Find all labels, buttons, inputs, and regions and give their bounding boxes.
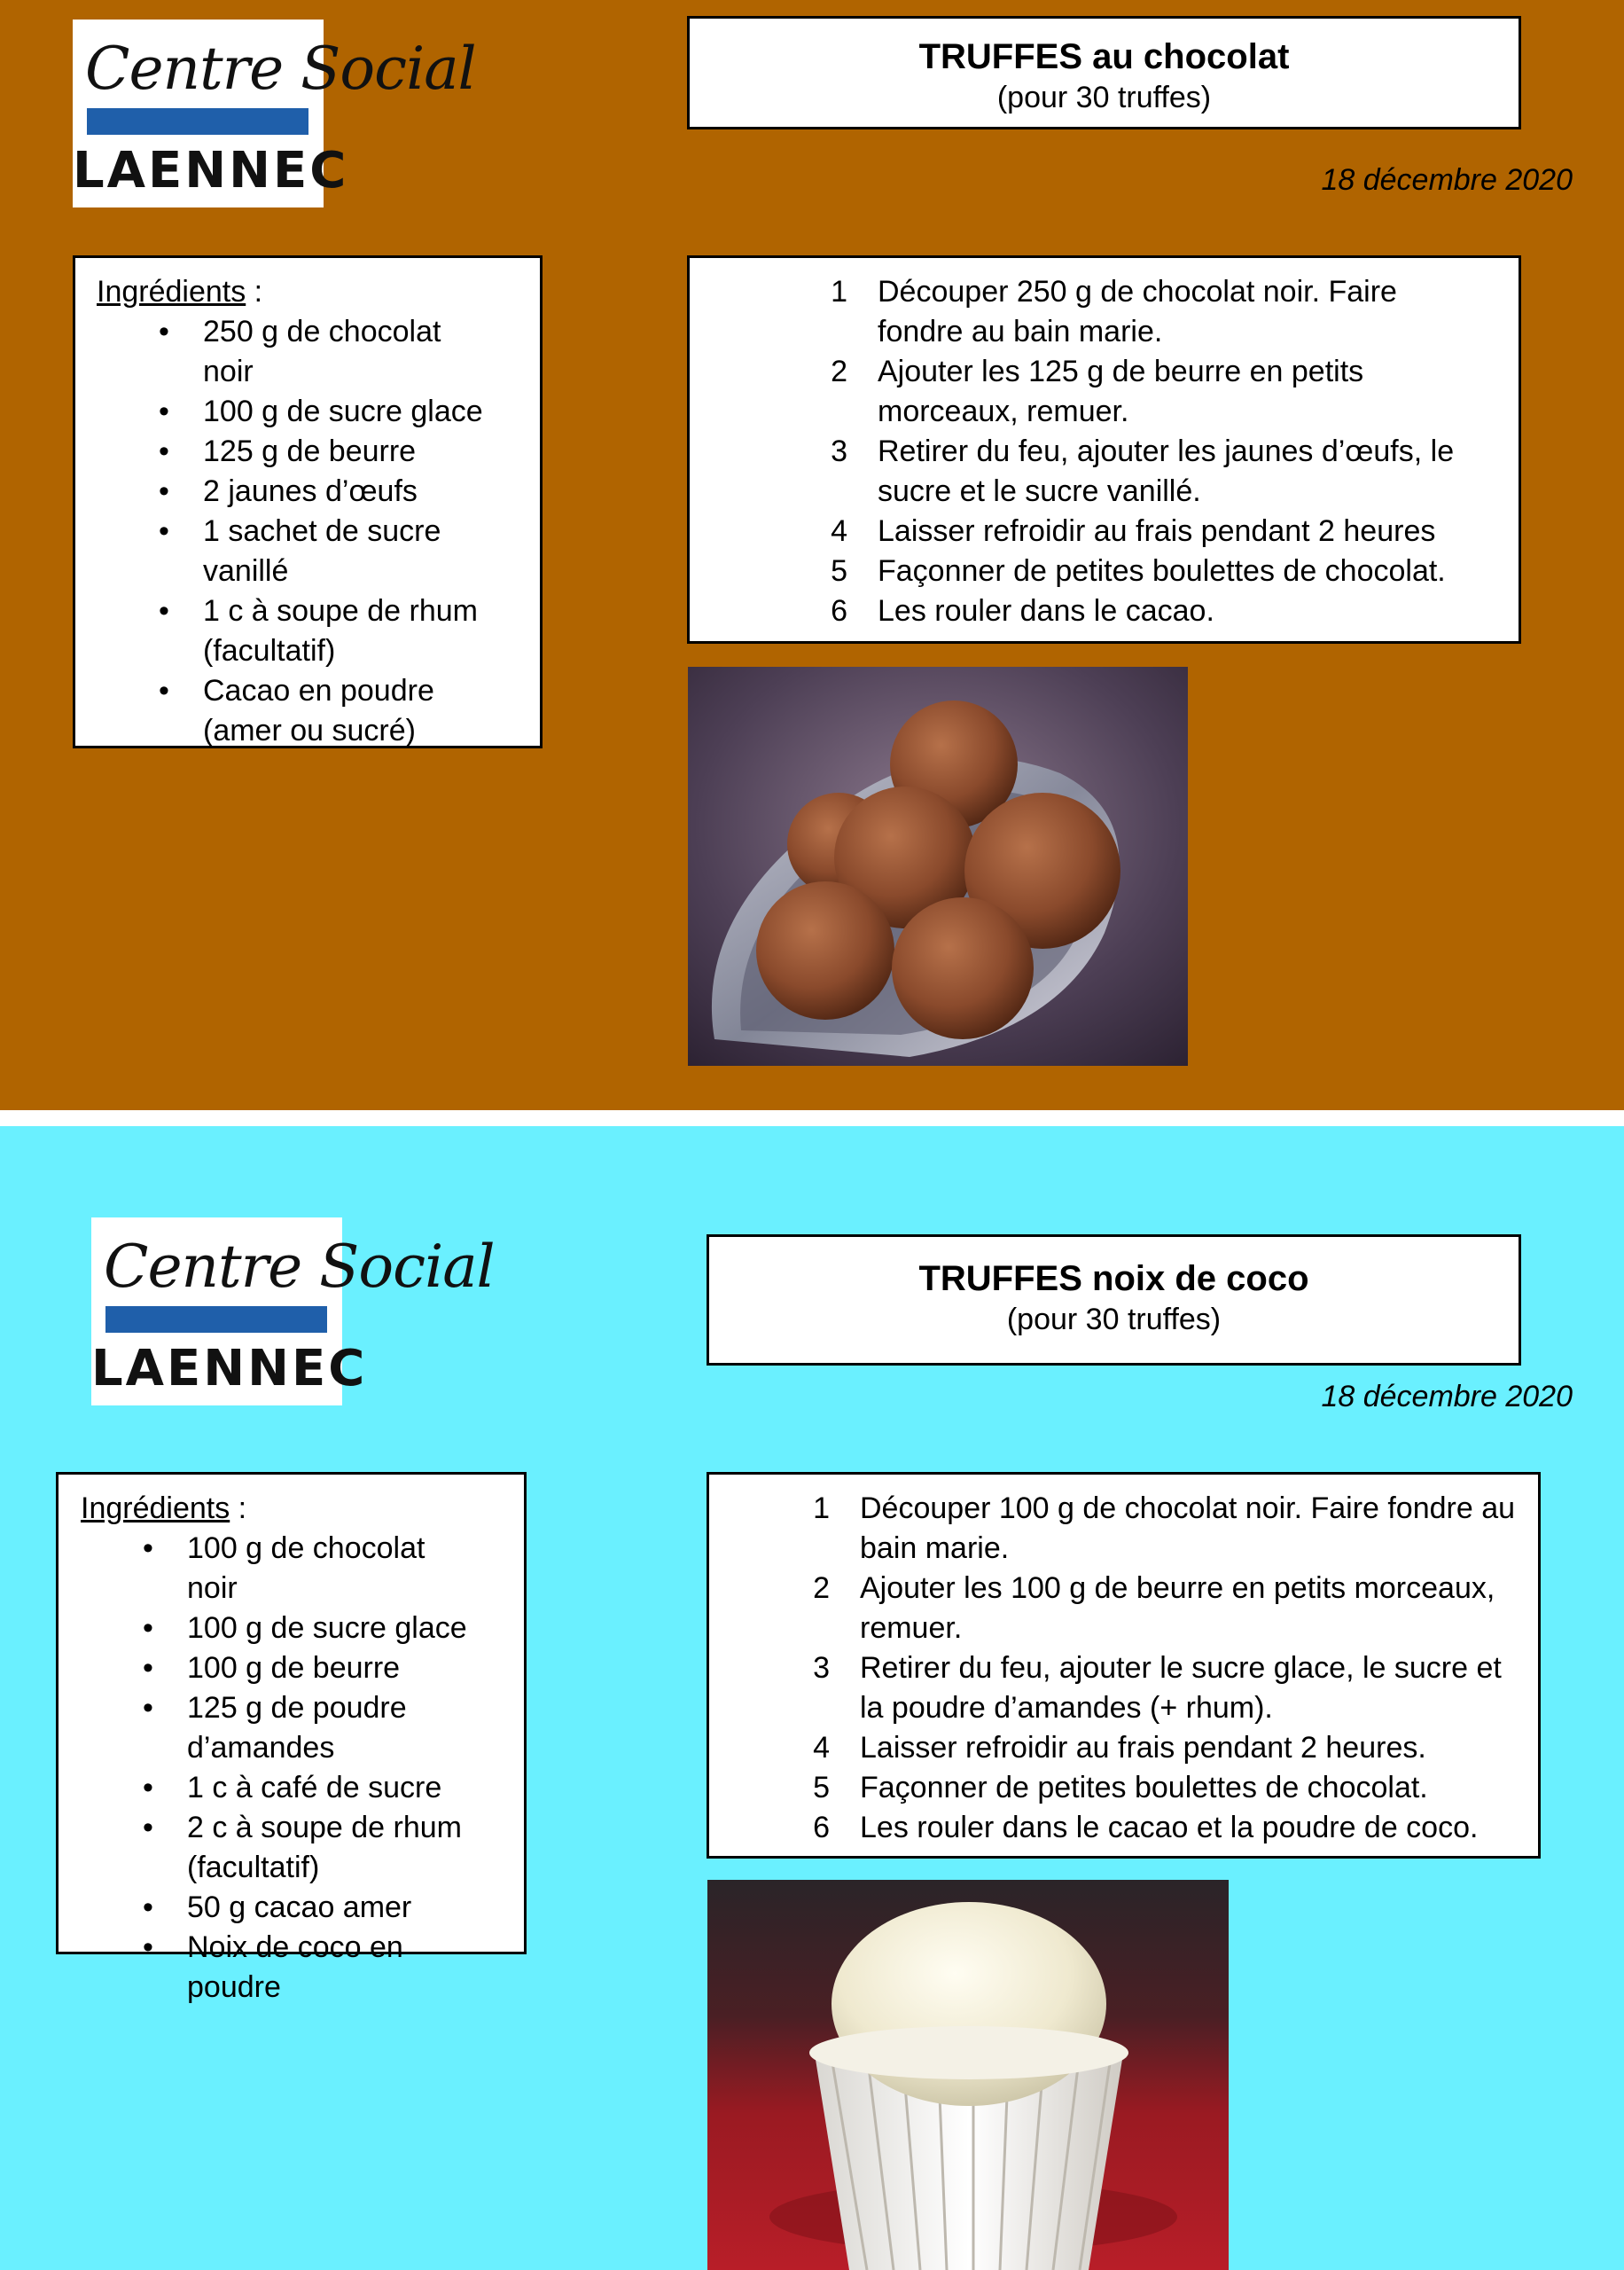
list-item: • 100 g de chocolat noir (143, 1531, 426, 1605)
list-item: • 100 g de beurre (143, 1651, 401, 1685)
list-item: 3 Retirer du feu, ajouter le sucre glace, le sucre et la poudre d’amandes (+ rhum). (813, 1651, 1502, 1725)
recipe-title-box (687, 16, 1521, 129)
recipe-subtitle: (pour 30 truffes) (1006, 1303, 1222, 1336)
list-item: • 125 g de poudre d’amandes (143, 1691, 407, 1765)
recipe-subtitle: (pour 30 truffes) (996, 81, 1212, 114)
list-item: 1 Découper 100 g de chocolat noir. Faire fondre au bain marie. (813, 1491, 1516, 1565)
list-item: • 1 sachet de sucre vanillé (159, 514, 441, 588)
ingredients-box (73, 255, 543, 748)
logo-blue-bar (87, 108, 308, 135)
centre-social-logo (91, 1217, 495, 1405)
list-item: 6 Les rouler dans le cacao. (831, 594, 1214, 628)
list-item: • 125 g de beurre (159, 434, 417, 468)
recipe-title: TRUFFES noix de coco (918, 1259, 1309, 1298)
list-item: • Cacao en poudre (amer ou sucré) (159, 674, 434, 748)
list-item: 5 Façonner de petites boulettes de chocolat. (813, 1771, 1428, 1804)
list-item: 5 Façonner de petites boulettes de chocolat. (831, 554, 1446, 588)
list-item: 2 Ajouter les 125 g de beurre en petits morceaux, remuer. (831, 355, 1364, 428)
centre-social-logo (73, 20, 476, 207)
recipe-card-chocolat (0, 0, 1624, 1110)
recipe-title: TRUFFES au chocolat (918, 37, 1290, 76)
logo-name-text: LAENNEC (91, 1340, 368, 1397)
logo-blue-bar (105, 1306, 327, 1333)
list-item: • Noix de coco en poudre (143, 1930, 403, 2004)
chocolate-truffles-photo (688, 667, 1188, 1066)
list-item: • 50 g cacao amer (143, 1890, 412, 1924)
ingredients-box (56, 1472, 527, 2004)
list-item: • 100 g de sucre glace (143, 1611, 467, 1645)
list-item: • 2 jaunes d’œufs (159, 474, 418, 508)
list-item: 4 Laisser refroidir au frais pendant 2 heures. (813, 1731, 1426, 1765)
list-item: • 1 c à soupe de rhum (facultatif) (159, 594, 478, 668)
list-item: 1 Découper 250 g de chocolat noir. Faire fondre au bain marie. (831, 275, 1397, 348)
logo-script-text: Centre Social (85, 35, 476, 103)
recipe-date: 18 décembre 2020 (1321, 163, 1573, 197)
steps-box (707, 1472, 1541, 1859)
list-item: • 1 c à café de sucre (143, 1771, 442, 1804)
list-item: • 100 g de sucre glace (159, 395, 483, 428)
steps-box (687, 255, 1521, 644)
recipe-title-box (707, 1234, 1521, 1366)
list-item: 3 Retirer du feu, ajouter les jaunes d’œufs, le sucre et le sucre vanillé. (831, 434, 1455, 508)
steps-list (812, 272, 1486, 631)
logo-script-text: Centre Social (104, 1233, 495, 1301)
logo-name-text: LAENNEC (73, 142, 349, 200)
list-item: 2 Ajouter les 100 g de beurre en petits morceaux, remuer. (813, 1571, 1495, 1645)
list-item: 4 Laisser refroidir au frais pendant 2 heures (831, 514, 1436, 548)
ingredients-heading: Ingrédients : (97, 275, 263, 309)
list-item: • 2 c à soupe de rhum (facultatif) (143, 1811, 462, 1884)
coconut-truffle-photo (707, 1880, 1229, 2270)
recipe-card-coco (0, 1126, 1624, 2270)
ingredients-list (97, 312, 487, 751)
list-item: 6 Les rouler dans le cacao et la poudre de coco. (813, 1811, 1479, 1844)
recipe-date: 18 décembre 2020 (1321, 1380, 1573, 1413)
ingredients-heading: Ingrédients : (81, 1491, 247, 1525)
ingredients-list (81, 1529, 471, 2008)
steps-list (794, 1489, 1517, 1848)
list-item: • 250 g de chocolat noir (159, 315, 441, 388)
